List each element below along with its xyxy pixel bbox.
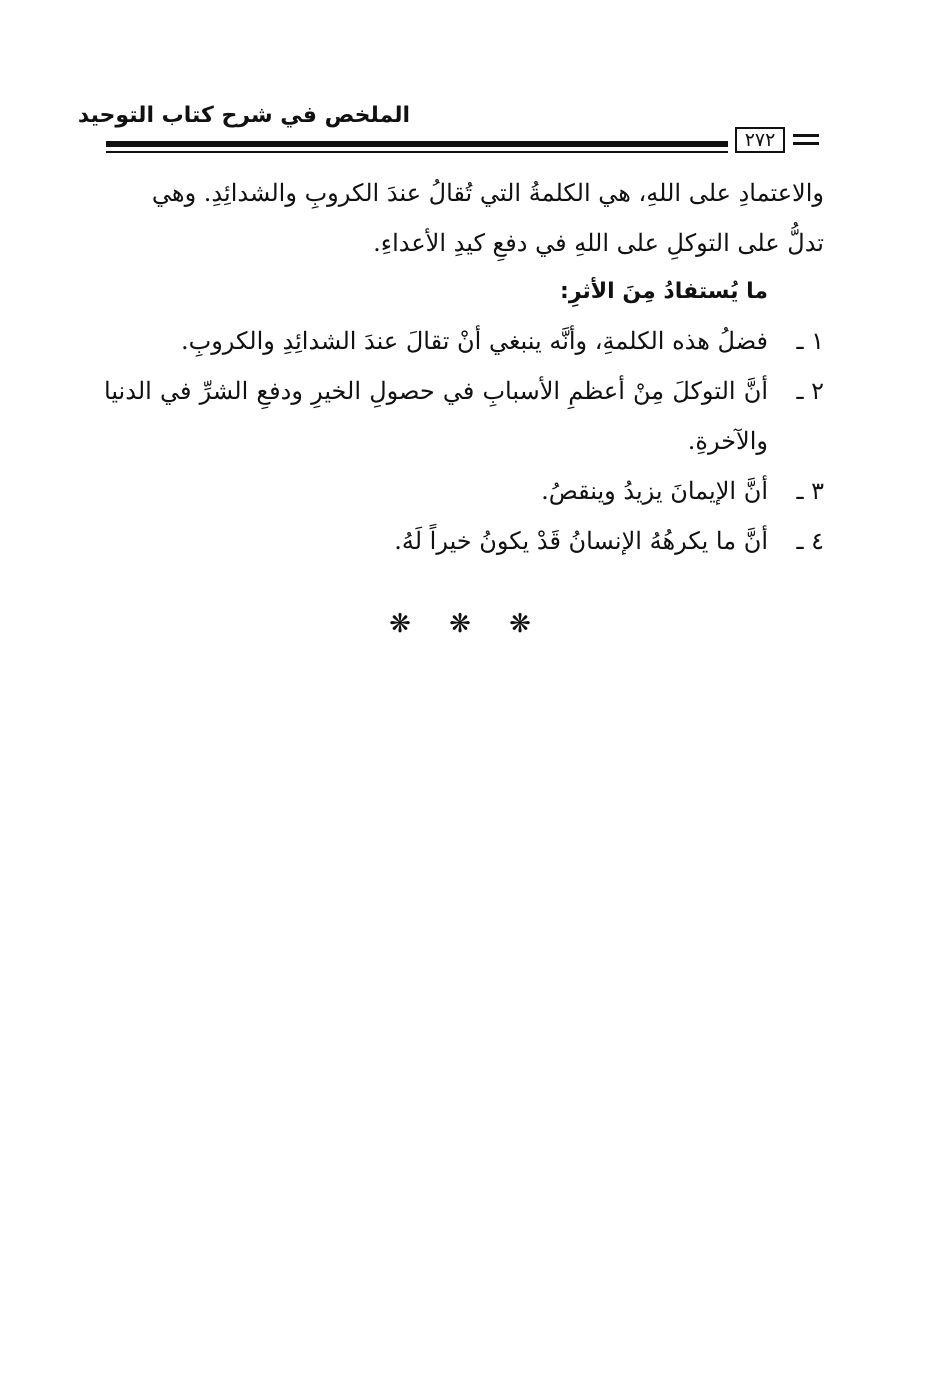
list-item-number: ٣ ـ [796,477,824,505]
list-item [104,516,824,566]
list-item-number: ٤ ـ [796,527,824,555]
asterisk-ornament-icon: ❋ [509,609,531,639]
header-ornament-bars [793,134,819,150]
list-item-text: فضلُ هذه الكلمةِ، وأنَّه ينبغي أنْ تقالَ عندَ الشدائِدِ والكروبِ. [180,327,768,355]
paragraph-line: تدلُّ على التوكلِ على اللهِ في دفعِ كيدِ الأعداءِ. [373,229,824,257]
page-number: ٢٧٢ [735,127,785,153]
list-item [104,366,824,466]
section-end-ornaments [380,604,540,644]
list-item [104,466,824,516]
paragraph-line: والاعتمادِ على اللهِ، هي الكلمةُ التي تُقالُ عندَ الكروبِ والشدائِدِ. وهي [151,179,824,207]
asterisk-ornament-icon: ❋ [389,609,411,639]
list-item [104,316,824,366]
header-rule-thick [106,141,728,147]
page-body [104,168,824,566]
section-heading: ما يُستفادُ مِنَ الأثرِ: [560,279,768,304]
list-item-number: ١ ـ [796,327,824,355]
asterisk-ornament-icon: ❋ [449,609,471,639]
list-item-number: ٢ ـ [796,377,824,405]
header-rule-thin [106,151,728,153]
header-bar [793,142,819,145]
list-item-text: أنَّ التوكلَ مِنْ أعظمِ الأسبابِ في حصولِ الخيرِ ودفعِ الشرِّ في الدنيا والآخرةِ. [104,377,768,455]
list-item-text: أنَّ ما يكرهُهُ الإنسانُ قَدْ يكونُ خيراً لَهُ. [394,527,768,555]
running-header-title: الملخص في شرح كتاب التوحيد [77,103,410,128]
header-bar [793,134,819,137]
list-item-text: أنَّ الإيمانَ يزيدُ وينقصُ. [541,477,768,505]
